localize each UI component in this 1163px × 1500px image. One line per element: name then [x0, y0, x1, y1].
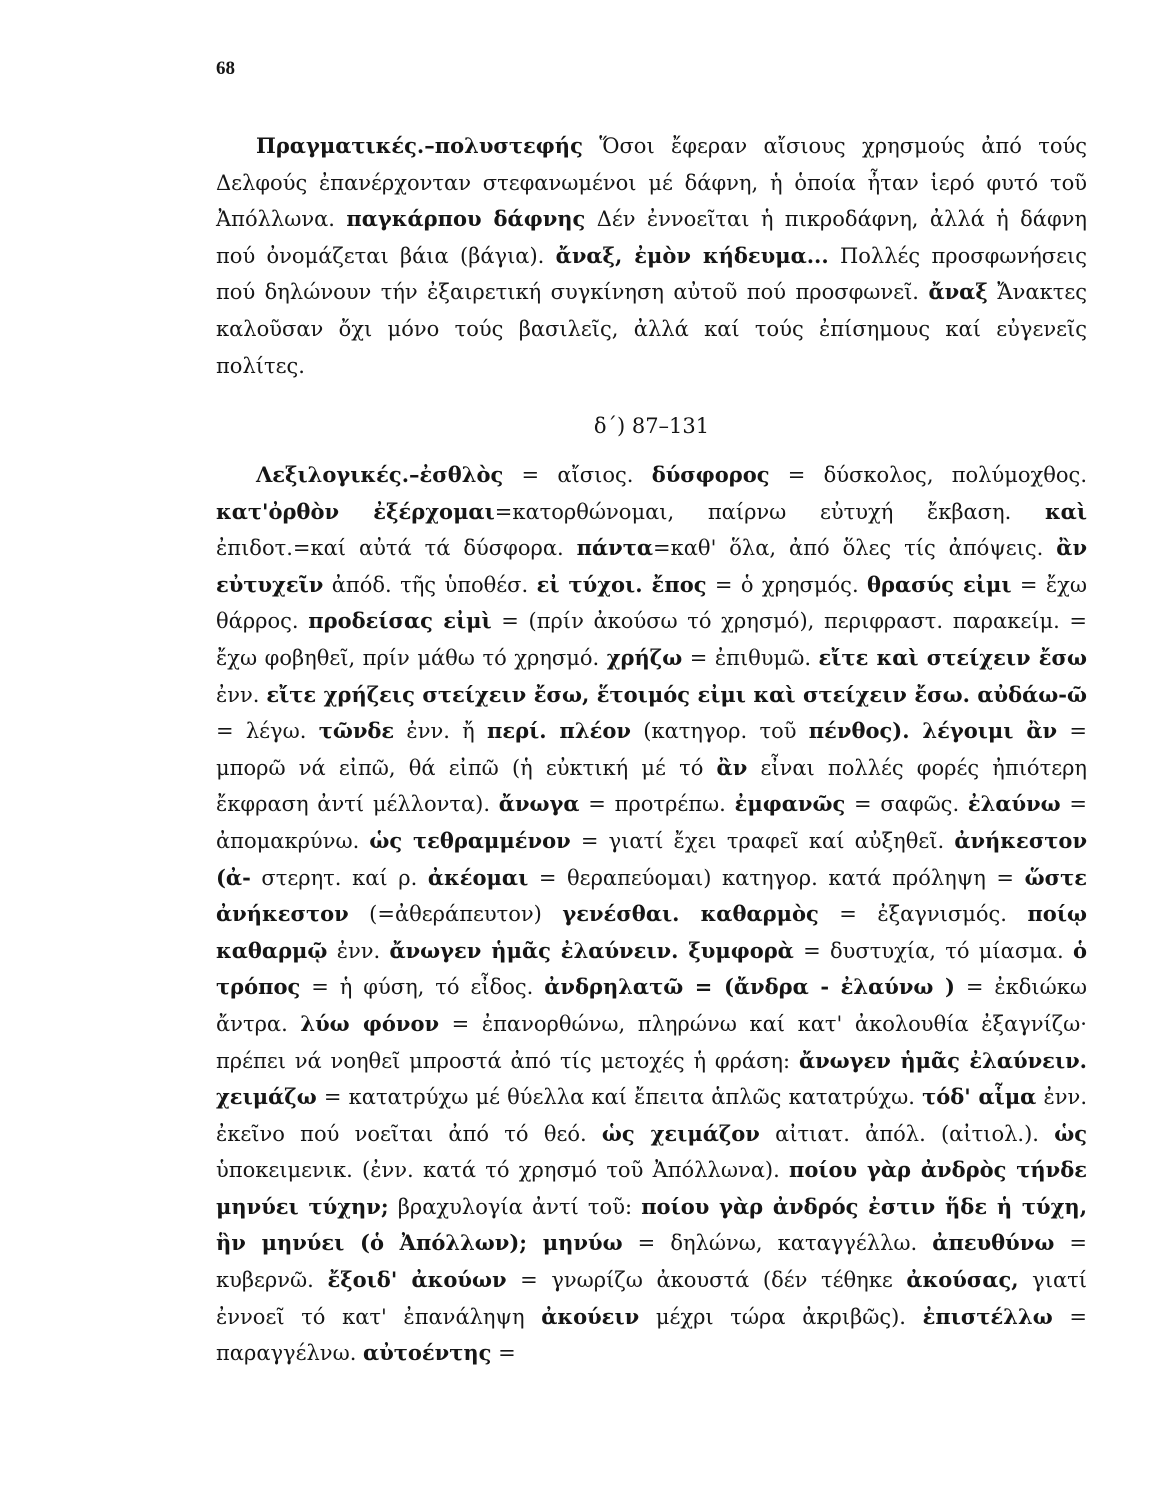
lemma-term: λύω φόνον	[300, 1010, 440, 1036]
lemma-term: ἀκούειν	[541, 1303, 640, 1329]
lemma-term: ἂν	[716, 754, 748, 780]
lemma-term: ἔξοιδ' ἀκούων	[327, 1267, 507, 1293]
gloss-text: εἶναι πολλές φορές ἠπιότερη ἔκφραση ἀντί μέλλοντα).	[216, 755, 1087, 817]
gloss-text: =κατορθώνομαι, παίρνω εὐτυχή ἔκβαση.	[494, 499, 1045, 524]
lemma-term: ἄνωγα	[498, 791, 580, 817]
lemma-term: ἀνήκεστον (ἀ-	[216, 827, 1088, 890]
lemma-term: ἀκούσας,	[906, 1267, 1019, 1293]
lemma-term: Πραγματικές.–πολυστεφής	[256, 133, 583, 158]
gloss-text: = ἐκδιώκω ἄντρα.	[216, 975, 1088, 1036]
gloss-text: = δηλώνω, καταγγέλλω.	[622, 1231, 933, 1256]
lemma-term: γενέσθαι. καθαρμὸς	[562, 901, 819, 927]
lemma-term: καὶ	[1044, 498, 1087, 524]
lemma-term: θρασύς εἰμι	[867, 571, 1012, 597]
gloss-text: = δύσκολος, πολύμοχθος.	[769, 463, 1087, 487]
lemma-term: προδείσας εἰμὶ	[308, 608, 492, 634]
commentary-block-pragmatikes	[216, 128, 1087, 384]
gloss-text: αἰτιατ. ἀπόλ. (αἰτιολ.).	[759, 1121, 1055, 1146]
lemma-term: πάντα	[576, 535, 654, 561]
gloss-text: = κυβερνῶ.	[216, 1231, 1088, 1293]
lemma-term: ἀκέομαι	[427, 864, 529, 890]
gloss-text: = θεραπεύομαι) κατηγορ. κατά πρόληψη =	[528, 865, 1025, 890]
gloss-text: ὑποκειμενικ. (ἐνν. κατά τό χρησμό τοῦ Ἀπόλλωνα).	[216, 1158, 790, 1183]
lemma-term: ἄναξ	[928, 279, 988, 305]
gloss-text: ἐνν. ἤ	[394, 719, 488, 744]
gloss-text: = ἐξαγνισμός.	[818, 902, 1028, 927]
gloss-text: ἐνν.	[216, 682, 267, 707]
lemma-term: ἂν εὐτυχεῖν	[216, 535, 1088, 597]
lemma-term: ἀπευθύνω	[932, 1230, 1055, 1256]
gloss-text: Ἄνακτες καλοῦσαν ὄχι μόνο τούς βασιλεῖς, ἀλλά καί τούς ἐπίσημους καί εὐγενεῖς πολίτες.	[216, 280, 1087, 378]
lemma-term: ποίου γὰρ ἀνδρὸς τήνδε μηνύει τύχην;	[216, 1157, 1088, 1219]
gloss-text: μέχρι τώρα ἀκριβῶς).	[639, 1304, 923, 1329]
lemma-term: ἄνωγεν ἡμᾶς ἐλαύνειν. χειμάζω	[216, 1047, 1087, 1110]
lemma-term: ἄνωγεν ἡμᾶς ἐλαύνειν. ξυμφορὰ	[389, 937, 794, 963]
gloss-text: = γιατί ἔχει τραφεῖ καί αὐξηθεῖ.	[570, 828, 955, 853]
lemma-term: ἐμφανῶς	[734, 791, 846, 817]
gloss-text: = προτρέπω.	[579, 792, 735, 817]
gloss-text: (=ἀθεράπευτον)	[348, 902, 563, 927]
gloss-text: ἐπιδοτ.=καί αὐτά τά δύσφορα.	[216, 536, 577, 561]
lemma-term: ἄναξ, ἐμὸν κήδευμα...	[555, 242, 829, 268]
lemma-term: ἐλαύνω	[967, 791, 1061, 817]
lemma-term: εἰ τύχοι. ἔπος	[536, 571, 707, 597]
lemma-term: χρήζω	[606, 644, 683, 670]
lemma-term: αὐτοέντης	[363, 1340, 492, 1366]
lemma-term: ποίῳ καθαρμῷ	[216, 901, 1087, 963]
lemma-term: περί. πλέον	[487, 718, 631, 744]
lemma-term: ἀνδρηλατῶ = (ἄνδρα - ἐλαύνω )	[544, 974, 955, 1000]
lemma-term: παγκάρπου δάφνης	[346, 206, 586, 232]
gloss-text: Πολλές προσφωνήσεις πού δηλώνουν τήν ἐξαιρετική συγκίνηση αὐτοῦ πού προσφωνεῖ.	[216, 243, 1087, 305]
lemma-term: κατ'ὀρθὸν ἐξέρχομαι	[216, 498, 495, 524]
lemma-term: ὡς	[1054, 1120, 1087, 1146]
lemma-term: εἴτε καὶ στείχειν ἔσω	[818, 644, 1087, 670]
lemma-term: εἴτε χρήζεις στείχειν ἔσω, ἕτοιμός εἰμι καὶ στείχειν ἔσω. αὐδάω-ῶ	[266, 681, 1087, 707]
gloss-text: = γνωρίζω ἀκουστά (δέν τέθηκε	[506, 1268, 907, 1293]
gloss-text: βραχυλογία ἀντί τοῦ:	[388, 1194, 642, 1219]
gloss-text: = αἴσιος.	[503, 463, 652, 487]
gloss-text: = δυστυχία, τό μίασμα.	[793, 938, 1073, 963]
lemma-term: ὁ τρόπος	[216, 937, 1087, 1000]
gloss-text: στερητ. καί ρ.	[250, 865, 428, 890]
lemma-term: τῶνδε	[318, 718, 395, 744]
gloss-text: Ὅσοι ἔφεραν αἴσιους χρησμούς ἀπό τούς Δελφούς ἐπανέρχονταν στεφανωμένοι μέ δάφνη, ἡ ὁποία ἦταν ἱερό φυτό τοῦ Ἀπόλλωνα.	[216, 134, 1087, 232]
commentary-block-lexilogikes	[216, 457, 1087, 1372]
lemma-term: τόδ' αἷμα	[922, 1084, 1037, 1110]
page-number: 68	[216, 58, 235, 79]
lemma-term: ὡς τεθραμμένον	[369, 827, 571, 853]
lemma-term: ἐπιστέλλω	[922, 1303, 1053, 1329]
gloss-text: = ἀπομακρύνω.	[216, 792, 1088, 853]
gloss-text: ἐνν. ἐκεῖνο πού νοεῖται ἀπό τό θεό.	[216, 1085, 1087, 1146]
gloss-text: Δέν ἐννοεῖται ἡ πικροδάφνη, ἀλλά ἡ δάφνη πού ὀνομάζεται βάια (βάγια).	[216, 207, 1087, 268]
gloss-text: = ἐπιθυμῶ.	[682, 645, 819, 670]
gloss-text: ἀπόδ. τῆς ὑποθέσ.	[323, 572, 537, 597]
gloss-text: γιατί ἐννοεῖ τό κατ' ἐπανάληψη	[216, 1268, 1088, 1329]
gloss-text: (κατηγορ. τοῦ	[630, 719, 809, 744]
gloss-text: =καθ' ὅλα, ἀπό ὅλες τίς ἀπόψεις.	[653, 536, 1057, 561]
gloss-text: = ἐπανορθώνω, πληρώνω καί κατ' ἀκολουθία ἐξαγνίζω· πρέπει νά νοηθεῖ μπροστά ἀπό τίς μετοχές ἡ φράση:	[216, 1011, 1087, 1073]
lemma-term: Λεξιλογικές.–ἐσθλὸς	[256, 462, 504, 487]
gloss-text: = (πρίν ἀκούσω τό χρησμό), περιφραστ. παρακείμ. = ἔχω φοβηθεῖ, πρίν μάθω τό χρησμό.	[216, 609, 1087, 670]
gloss-text: =	[491, 1341, 516, 1366]
gloss-text: ἐνν.	[327, 938, 390, 963]
gloss-text: = ἔχω θάρρος.	[216, 572, 1087, 634]
gloss-text: = παραγγέλνω.	[216, 1304, 1087, 1366]
lemma-term: δύσφορος	[651, 462, 770, 487]
gloss-text: = ἡ φύση, τό εἶδος.	[300, 975, 545, 1000]
lemma-term: ποίου γὰρ ἀνδρός ἐστιν ἥδε ἡ τύχη, ἣν μηνύει (ὁ Ἀπόλλων); μηνύω	[216, 1193, 1088, 1256]
lemma-term: ὡς χειμάζον	[601, 1120, 760, 1146]
section-heading: δ΄) 87–131	[593, 414, 710, 438]
gloss-text: = κατατρύχω μέ θύελλα καί ἔπειτα ἁπλῶς κατατρύχω.	[316, 1085, 923, 1110]
lemma-term: ὥστε ἀνήκεστον	[216, 864, 1087, 927]
gloss-text: = λέγω.	[216, 719, 319, 744]
lemma-term: πένθος). λέγοιμι ἂν	[808, 718, 1058, 744]
gloss-text: = σαφῶς.	[845, 792, 968, 817]
gloss-text: = μπορῶ νά εἰπῶ, θά εἰπῶ (ἡ εὐκτική μέ τό	[216, 719, 1087, 780]
gloss-text: = ὁ χρησμός.	[706, 572, 868, 597]
